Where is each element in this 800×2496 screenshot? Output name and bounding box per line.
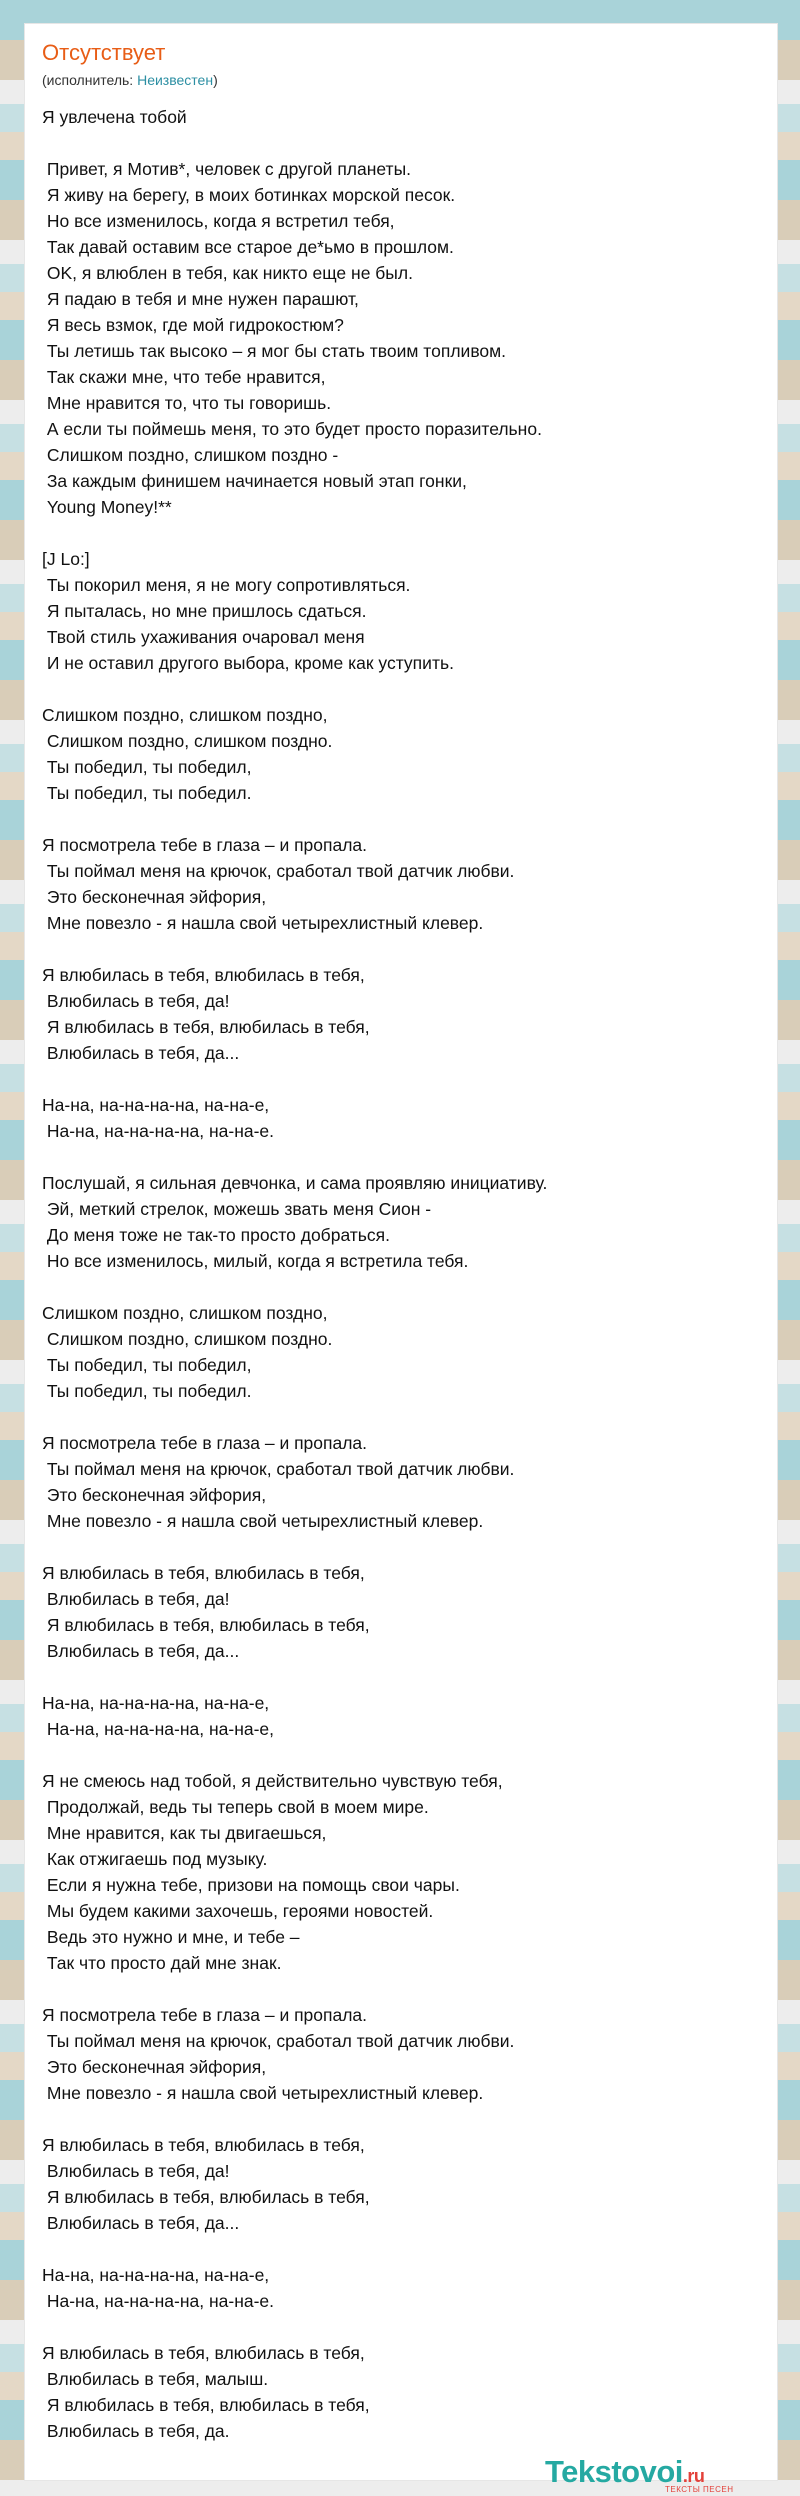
- artist-byline: [42, 70, 218, 90]
- song-title: Отсутствует: [42, 40, 166, 65]
- logo-tld: .ru: [682, 2466, 705, 2486]
- logo-name: Tekstovoi: [545, 2454, 683, 2489]
- byline-prefix: (исполнитель:: [42, 72, 138, 88]
- site-logo[interactable]: [545, 2454, 790, 2494]
- lyrics-text: Я увлечена тобой Привет, я Мотив*, человек с другой планеты. Я живу на берегу, в моих ботинках морской песок. Но все изменилось, когда я встретил тебя, Так давай оставим все старое де*ьмо в прошлом. OK, я влюблен в тебя, как никто еще не был. Я падаю в тебя и мне нужен парашют, Я весь взмок, где мой гидрокостюм? Ты летишь так высоко – я мог бы стать твоим топливом. Так скажи мне, что тебе нравится, Мне нравится то, что ты говоришь. А если ты поймешь меня, то это будет просто поразительно. Слишком поздно, слишком поздно - За каждым финишем начинается новый этап гонки, Young Money!** [J Lo:] Ты покорил меня, я не могу сопротивляться. Я пыталась, но мне пришлось сдаться. Твой стиль ухаживания очаровал меня И не оставил другого выбора, кроме как уступить. Слишком поздно, слишком поздно, Слишком поздно, слишком поздно. Ты победил, ты победил, Ты победил, ты победил. Я посмотрела тебе в глаза – и пропала. Ты поймал меня на крючок, сработал твой датчик любви. Это бесконечная эйфория, Мне повезло - я нашла свой четырехлистный клевер. Я влюбилась в тебя, влюбилась в тебя, Влюбилась в тебя, да! Я влюбилась в тебя, влюбилась в тебя, Влюбилась в тебя, да... На-на, на-на-на-на, на-на-е, На-на, на-на-на-на, на-на-е. Послушай, я сильная девчонка, и сама проявляю инициативу. Эй, меткий стрелок, можешь звать меня Сион - До меня тоже не так-то просто добраться. Но все изменилось, милый, когда я встретила тебя. Слишком поздно, слишком поздно, Слишком поздно, слишком поздно. Ты победил, ты победил, Ты победил, ты победил. Я посмотрела тебе в глаза – и пропала. Ты поймал меня на крючок, сработал твой датчик любви. Это бесконечная эйфория, Мне повезло - я нашла свой четырехлистный клевер. Я влюбилась в тебя, влюбилась в тебя, Влюбилась в тебя, да! Я влюбилась в тебя, влюбилась в тебя, Влюбилась в тебя, да... На-на, на-на-на-на, на-на-е, На-на, на-на-на-на, на-на-е, Я не смеюсь над тобой, я действительно чувствую тебя, Продолжай, ведь ты теперь свой в моем мире. Мне нравится, как ты двигаешься, Как отжигаешь под музыку. Если я нужна тебе, призови на помощь свои чары. Мы будем какими захочешь, героями новостей. Ведь это нужно и мне, и тебе – Так что просто дай мне знак. Я посмотрела тебе в глаза – и пропала. Ты поймал меня на крючок, сработал твой датчик любви. Это бесконечная эйфория, Мне повезло - я нашла свой четырехлистный клевер. Я влюбилась в тебя, влюбилась в тебя, Влюбилась в тебя, да! Я влюбилась в тебя, влюбилась в тебя, Влюбилась в тебя, да... На-на, на-на-на-на, на-на-е, На-на, на-на-на-на, на-на-е. Я влюбилась в тебя, влюбилась в тебя, Влюбилась в тебя, малыш. Я влюбилась в тебя, влюбилась в тебя, Влюбилась в тебя, да.: [42, 107, 548, 2441]
- artist-link[interactable]: Неизвестен: [137, 72, 214, 88]
- logo-tagline: ТЕКСТЫ ПЕСЕН: [665, 2485, 734, 2494]
- lyrics-card: [25, 24, 777, 2480]
- byline-suffix: ): [213, 72, 218, 88]
